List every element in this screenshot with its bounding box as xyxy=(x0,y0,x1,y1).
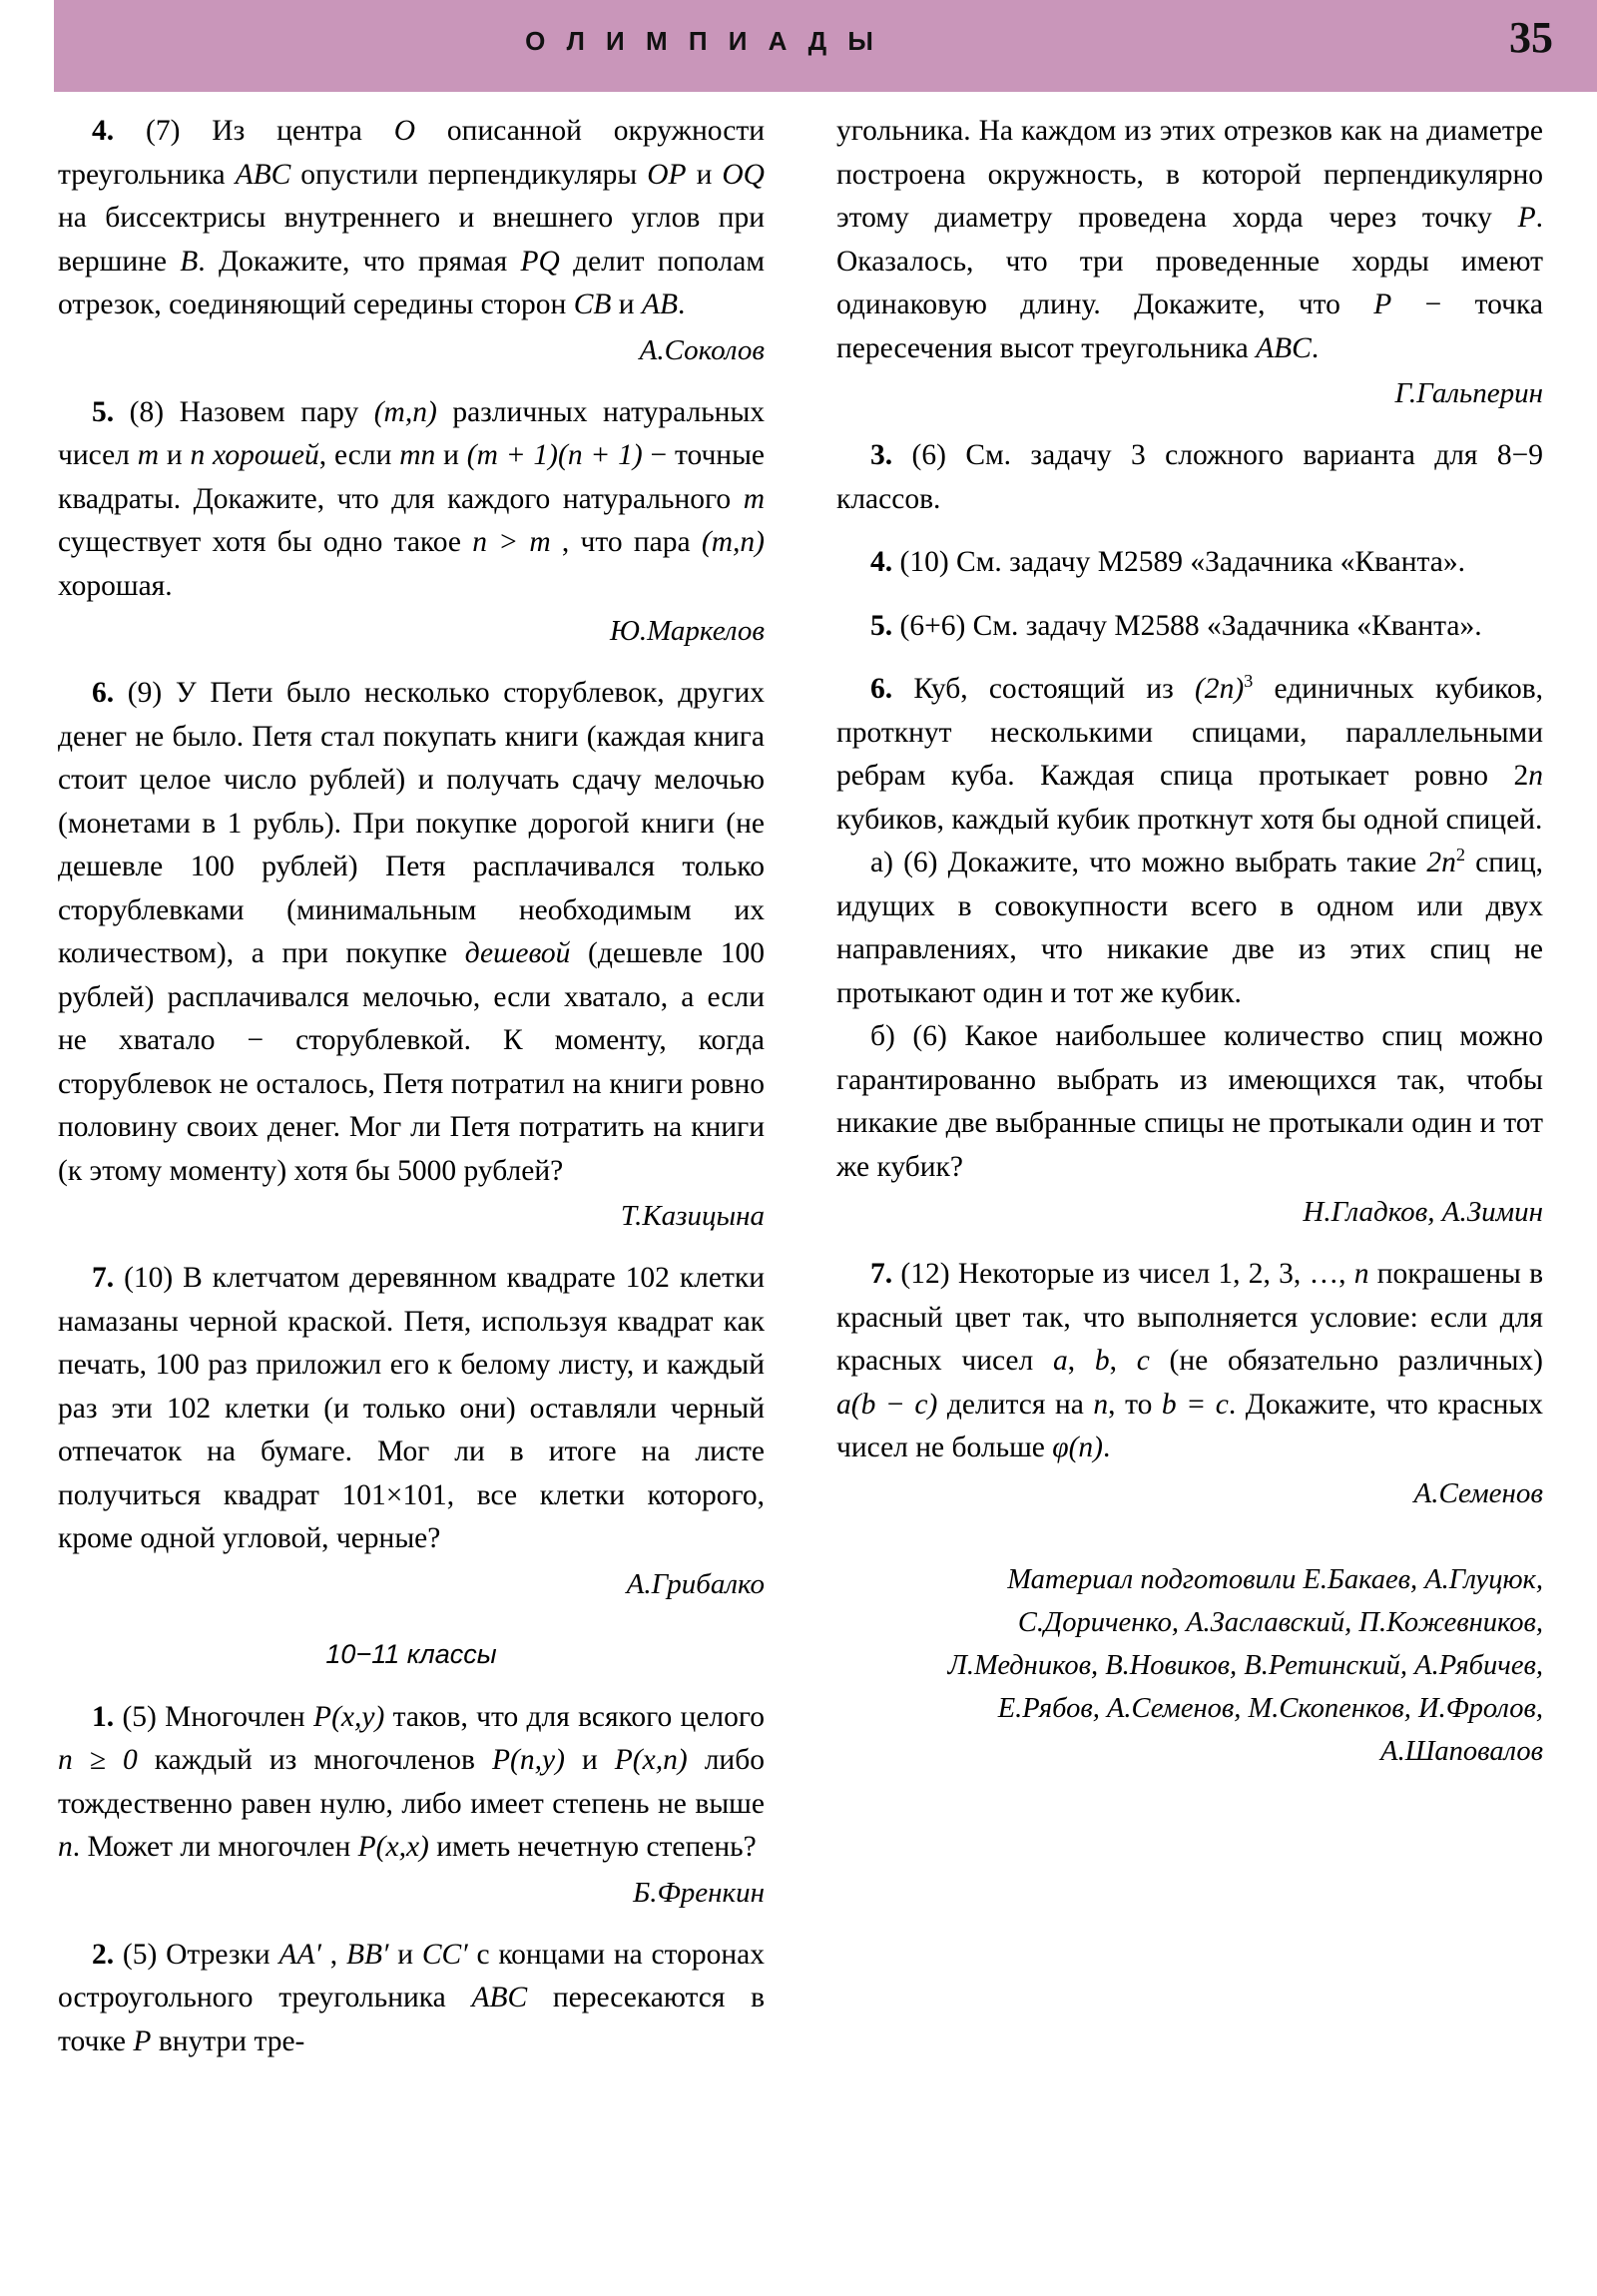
part-text: Какое наибольшее количество спиц можно гарантированно выбрать из имеющихся так, чтобы никакие две выбранные спицы не протыкали один и тот же кубик? xyxy=(836,1020,1544,1183)
problem-text: См. задачу M2589 «Задачника «Кванта». xyxy=(956,546,1465,578)
problem-number: 2. xyxy=(92,1938,115,1971)
problem-points: (7) xyxy=(146,115,181,147)
page-body xyxy=(0,92,1597,2296)
problem-points: (10) xyxy=(899,546,949,578)
problem-points: (5) xyxy=(122,1938,158,1971)
problem-text: Из центра O описанной окружности треугольника ABC опустили перпендикуляры OP и OQ на биссектрисы внутреннего и внешнего углов при вершине B. Докажите, что прямая PQ делит пополам отрезок, соединяющий середины сторон CB и AB. xyxy=(58,115,766,320)
problem-author: Г.Гальперин xyxy=(1394,377,1543,409)
problem-points: (10) xyxy=(124,1262,174,1294)
left-column xyxy=(58,110,765,2063)
problem-text: В клетчатом деревянном квадрате 102 клетки намазаны черной краской. Петя, используя квадрат как печать, 100 раз приложил его к белому листу, и каждый раз эти 102 клетки (и только они) оставляли черный отпечаток на бумаге. Мог ли в итоге на листе получиться квадрат 101×101, все клетки которого, кроме одной угловой, черные? xyxy=(58,1262,765,1554)
part-points: (6) xyxy=(912,1020,947,1052)
problem-6 xyxy=(58,672,765,1193)
problem-5-grade-10-11 xyxy=(836,605,1543,649)
problem-2-continuation xyxy=(836,110,1543,370)
problem-4-grade-10-11 xyxy=(836,541,1543,585)
problem-author: А.Семенов xyxy=(1413,1476,1543,1509)
right-column xyxy=(836,110,1543,1773)
credits-block: Материал подготовили Е.Бакаев, А.Глуцюк, С.Дориченко, А.Заславский, П.Кожевников, Л.Медников, В.Новиков, В.Ретинский, А.Рябичев, Е.Рябов, А.Семенов, М.Скопенков, И.Фролов, А.Шаповалов xyxy=(947,1563,1543,1767)
problem-number: 6. xyxy=(92,677,115,709)
problem-number: 7. xyxy=(92,1262,115,1294)
problem-points: (5) xyxy=(122,1700,157,1733)
part-label: б) xyxy=(870,1020,895,1052)
problem-author: Т.Казицына xyxy=(620,1200,765,1232)
problem-points: (6) xyxy=(911,439,946,471)
section-heading-grades-10-11: 10−11 классы xyxy=(325,1638,497,1669)
problem-author: Ю.Маркелов xyxy=(609,615,765,647)
problem-number: 4. xyxy=(870,546,893,578)
problem-6-part-b xyxy=(836,1015,1543,1189)
problem-author: Н.Гладков, А.Зимин xyxy=(1303,1196,1543,1228)
problem-number: 6. xyxy=(870,673,893,705)
problem-number: 7. xyxy=(870,1258,893,1290)
header-band xyxy=(54,0,1597,92)
problem-1-grade-10-11 xyxy=(58,1696,765,1870)
problem-4 xyxy=(58,110,765,327)
problem-points: (9) xyxy=(127,677,163,709)
problem-7-grade-10-11 xyxy=(836,1253,1543,1470)
part-text: Докажите, что можно выбрать такие $2n^2$ спиц, идущих в совокупности всего в одном или двух направлениях, что никакие две из этих спиц не протыкают один и тот же кубик. xyxy=(836,845,1543,1009)
problem-text: Куб, состоящий из $(2n)^3$ единичных кубиков, проткнут несколькими спицами, параллельными ребрам куба. Каждая спица протыкает ровно 2n кубиков, каждый кубик проткнут хотя бы одной спицей. xyxy=(836,671,1544,836)
problem-number: 4. xyxy=(92,115,115,147)
problem-text: Некоторые из чисел 1, 2, 3, …, n покрашены в красный цвет так, что выполняется условие: если для красных чисел a, b, c (не обязательно различных) a(b − c) делится на n, то b = c. Докажите, что красных чисел не больше φ(n). xyxy=(836,1258,1544,1463)
problem-points: (6+6) xyxy=(899,609,966,642)
problem-text: У Пети было несколько сторублевок, других денег не было. Петя стал покупать книги (каждая книга стоит целое число рублей) и получать сдачу мелочью (монетами в 1 рубль). При покупке дорогой книги (не дешевле 100 рублей) Петя расплачивался только сторублевками (минимальным необходимым их количеством), а при покупке дешевой (дешевле 100 рублей) расплачивался мелочью, если хватало, а если не хватало − сторублевкой. К моменту, когда сторублевок не осталось, Петя потратил на книги ровно половину своих денег. Мог ли Петя потратить на книги (к этому моменту) хотя бы 5000 рублей? xyxy=(58,677,766,1187)
part-label: а) xyxy=(870,847,893,878)
problem-2-grade-10-11 xyxy=(58,1934,765,2064)
problem-7 xyxy=(58,1257,765,1561)
problem-6-grade-10-11 xyxy=(836,668,1543,842)
problem-text: См. задачу M2588 «Задачника «Кванта». xyxy=(972,609,1482,642)
problem-points: (8) xyxy=(129,395,165,428)
problem-number: 3. xyxy=(870,439,893,471)
page-number: 35 xyxy=(1509,13,1553,62)
problem-6-part-a xyxy=(836,842,1543,1015)
problem-5 xyxy=(58,391,765,609)
page-title: О Л И М П И А Д Ы xyxy=(525,26,880,56)
problem-text: угольника. На каждом из этих отрезков как на диаметре построена окружность, в которой перпендикулярно этому диаметру проведена хорда через точку P. Оказалось, что три проведенные хорды имеют одинаковую длину. Докажите, что P − точка пересечения высот треугольника ABC. xyxy=(836,115,1543,364)
part-points: (6) xyxy=(903,847,938,878)
problem-author: А.Соколов xyxy=(639,333,765,366)
problem-author: Б.Френкин xyxy=(633,1876,765,1909)
problem-number: 5. xyxy=(870,609,893,642)
problem-text: См. задачу 3 сложного варианта для 8−9 классов. xyxy=(836,439,1544,515)
problem-3-grade-10-11 xyxy=(836,434,1543,521)
problem-text: Отрезки AA′ , BB′ и CC′ с концами на сторонах остроугольного треугольника ABC пересекаются в точке P внутри тре- xyxy=(58,1938,765,2057)
problem-points: (12) xyxy=(900,1258,950,1290)
problem-number: 5. xyxy=(92,395,115,428)
problem-number: 1. xyxy=(92,1700,115,1733)
problem-author: А.Грибалко xyxy=(626,1567,765,1600)
problem-text: Назовем пару (m,n) различных натуральных чисел m и n хорошей, если mn и (m + 1)(n + 1) − точные квадраты. Докажите, что для каждого натурального m существует хотя бы одно такое n > m , что пара (m,n) хорошая. xyxy=(58,395,766,602)
problem-text: Многочлен P(x,y) таков, что для всякого целого n ≥ 0 каждый из многочленов P(n,y) и P(x,n) либо тождественно равен нулю, либо имеет степень не выше n. Может ли многочлен P(x,x) иметь нечетную степень? xyxy=(58,1700,766,1863)
